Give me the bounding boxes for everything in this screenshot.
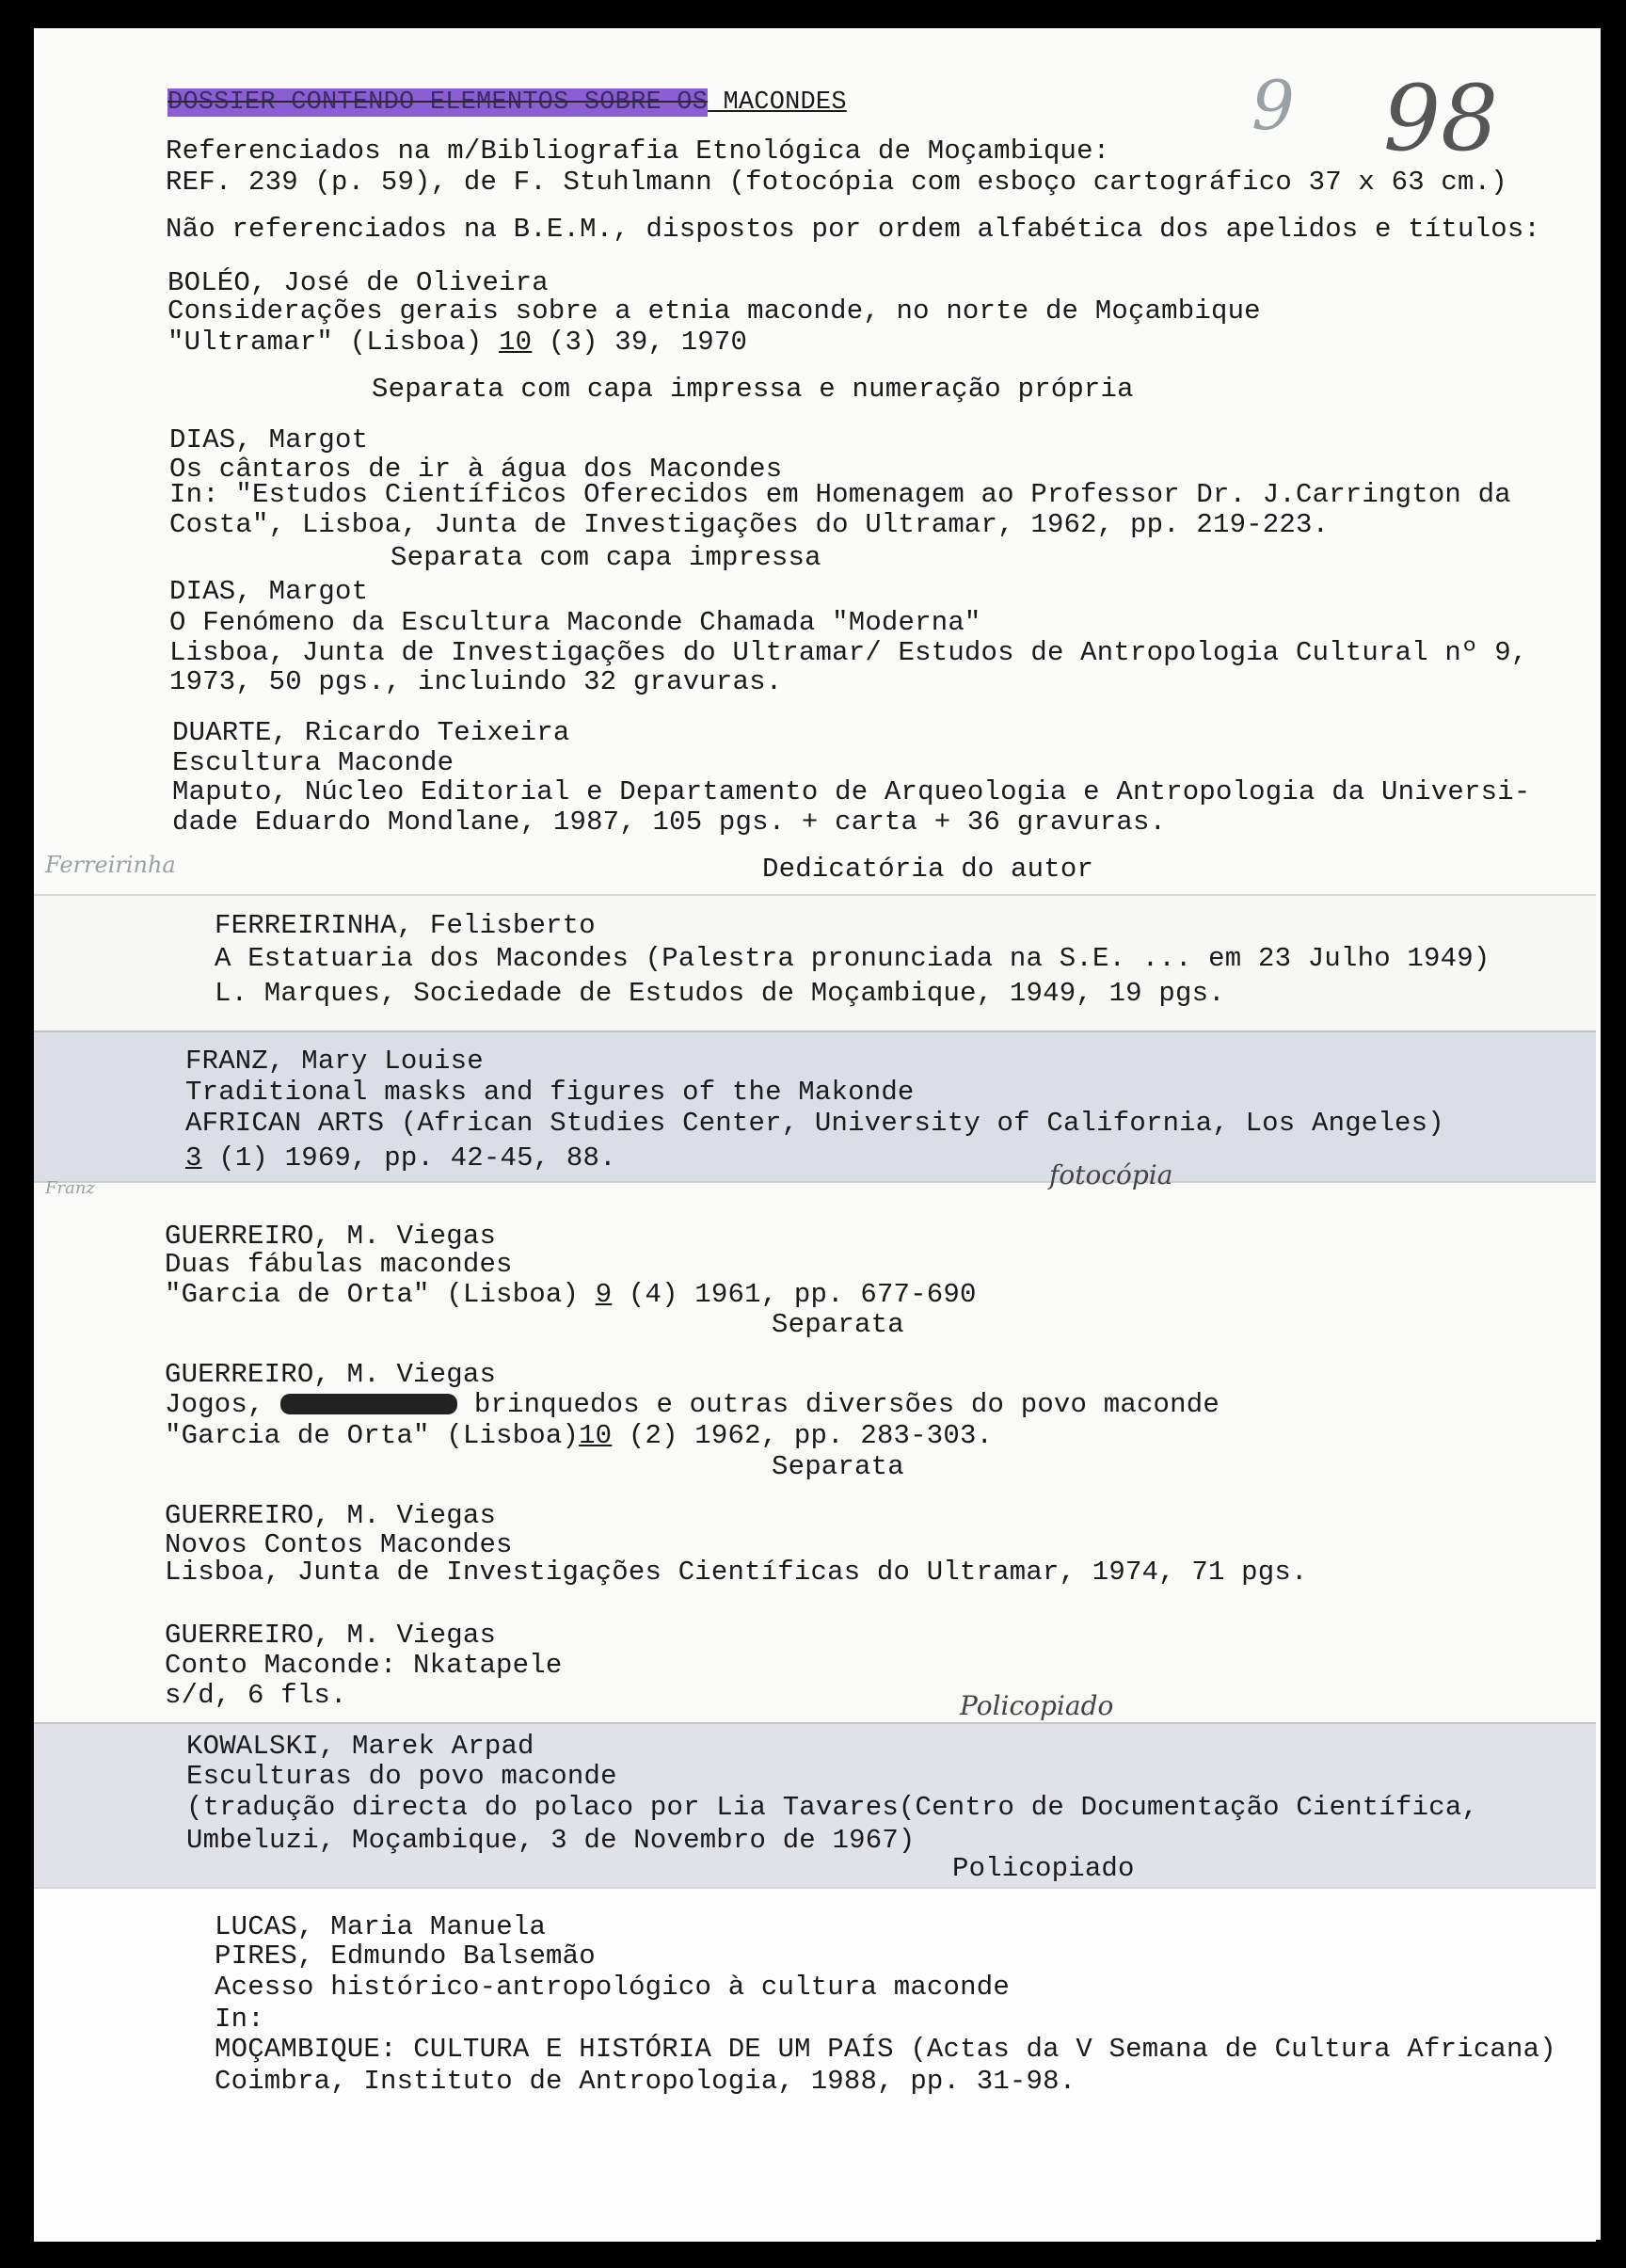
ref-line: REF. 239 (p. 59), de F. Stuhlmann (fotocópia com esboço cartográfico 37 x 63 cm.): [166, 167, 1507, 198]
entry-source: L. Marques, Sociedade de Estudos de Moçambique, 1949, 19 pgs.: [215, 978, 1225, 1009]
entry-author: GUERREIRO, M. Viegas: [165, 1359, 497, 1390]
entry-author: KOWALSKI, Marek Arpad: [186, 1731, 534, 1762]
entry-title: [165, 1390, 1220, 1420]
source-suffix: (1) 1969, pp. 42-45, 88.: [201, 1142, 616, 1174]
margin-note: Ferreirinha: [45, 852, 176, 878]
source-suffix: (3) 39, 1970: [532, 327, 748, 358]
entry-author: DIAS, Margot: [169, 424, 369, 455]
not-referenced-intro: Não referenciados na B.E.M., dispostos por ordem alfabética dos apelidos e títulos:: [166, 214, 1541, 245]
entry-author: GUERREIRO, M. Viegas: [165, 1221, 497, 1252]
entry-source: AFRICAN ARTS (African Studies Center, University of California, Los Angeles): [185, 1108, 1444, 1139]
entry-title: O Fenómeno da Escultura Maconde Chamada "Moderna": [169, 607, 981, 638]
entry-source: dade Eduardo Mondlane, 1987, 105 pgs. + carta + 36 gravuras.: [172, 807, 1167, 838]
entry-title: Acesso histórico-antropológico à cultura maconde: [215, 1972, 1010, 2003]
entry-author: BOLÉO, José de Oliveira: [167, 267, 549, 298]
source-suffix: (4) 1961, pp. 677-690: [612, 1279, 977, 1310]
entry-source: (tradução directa do polaco por Lia Tavares(Centro de Documentação Científica,: [186, 1792, 1479, 1823]
source-suffix: (2) 1962, pp. 283-303.: [612, 1420, 994, 1451]
entry-source: [165, 1280, 977, 1310]
handwritten-note: Policopiado: [960, 1690, 1114, 1721]
entry-author: GUERREIRO, M. Viegas: [165, 1500, 497, 1531]
page-number: 98: [1383, 66, 1499, 171]
entry-title: Os cântaros de ir à água dos Macondes: [169, 454, 783, 485]
entry-in-label: In:: [215, 2004, 264, 2035]
entry-source: [167, 327, 747, 358]
entry-source: 1973, 50 pgs., incluindo 32 gravuras.: [169, 666, 783, 697]
volume: 10: [579, 1420, 613, 1451]
entry-title: Novos Contos Macondes: [165, 1529, 513, 1560]
entry-note: Policopiado: [952, 1853, 1135, 1884]
entry-note: Separata: [772, 1309, 904, 1340]
volume: 9: [595, 1279, 613, 1310]
entry-source: MOÇAMBIQUE: CULTURA E HISTÓRIA DE UM PAÍS (Actas da V Semana de Cultura Africana): [215, 2034, 1556, 2065]
entry-source: [165, 1421, 993, 1451]
entry-note: Separata com capa impressa e numeração própria: [372, 374, 1134, 405]
entry-author: FERREIRINHA, Felisberto: [215, 910, 596, 941]
entry-author: LUCAS, Maria Manuela: [215, 1911, 547, 1942]
entry-source: Costa", Lisboa, Junta de Investigações do Ultramar, 1962, pp. 219-223.: [169, 509, 1330, 540]
entry-note: Separata: [772, 1451, 904, 1482]
entry-title: A Estatuaria dos Macondes (Palestra pronunciada na S.E. ... em 23 Julho 1949): [215, 943, 1490, 974]
entry-source: Coimbra, Instituto de Antropologia, 1988, pp. 31-98.: [215, 2066, 1076, 2097]
document-title: [167, 88, 847, 118]
entry-title: Esculturas do povo maconde: [186, 1761, 617, 1792]
title-suffix: brinquedos e outras diversões do povo maconde: [457, 1389, 1220, 1420]
margin-mark: 9: [1251, 66, 1295, 145]
volume: 3: [185, 1142, 202, 1174]
entry-title: Conto Maconde: Nkatapele: [165, 1650, 563, 1681]
margin-note: Franz: [45, 1178, 95, 1198]
redaction-mark: [280, 1394, 457, 1414]
entry-author: GUERREIRO, M. Viegas: [165, 1620, 497, 1651]
entry-source: Maputo, Núcleo Editorial e Departamento de Arqueologia e Antropologia da Universi-: [172, 776, 1531, 807]
entry-source: Lisboa, Junta de Investigações Científicas do Ultramar, 1974, 71 pgs.: [165, 1557, 1308, 1588]
entry-author: DIAS, Margot: [169, 576, 369, 607]
entry-source: [185, 1143, 616, 1174]
source-prefix: "Garcia de Orta" (Lisboa): [165, 1279, 596, 1310]
entry-author: DUARTE, Ricardo Teixeira: [172, 717, 570, 748]
entry-note: Separata com capa impressa: [391, 542, 821, 573]
handwritten-note: fotocópia: [1049, 1159, 1173, 1190]
title-rest: MACONDES: [708, 88, 847, 117]
entry-source: s/d, 6 fls.: [165, 1680, 347, 1711]
entry-title: Duas fábulas macondes: [165, 1249, 513, 1280]
entry-title: Considerações gerais sobre a etnia maconde, no norte de Moçambique: [167, 295, 1261, 327]
entry-author: FRANZ, Mary Louise: [185, 1046, 484, 1077]
entry-note: Dedicatória do autor: [762, 854, 1094, 885]
title-prefix: Jogos,: [165, 1389, 281, 1420]
entry-author: PIRES, Edmundo Balsemão: [215, 1941, 596, 1972]
entry-source: Umbeluzi, Moçambique, 3 de Novembro de 1967): [186, 1825, 916, 1856]
entry-source: Lisboa, Junta de Investigações do Ultramar/ Estudos de Antropologia Cultural nº 9,: [169, 637, 1528, 668]
entry-title: Traditional masks and figures of the Makonde: [185, 1077, 915, 1108]
title-struck-part: DOSSIER CONTENDO ELEMENTOS SOBRE OS: [167, 88, 709, 117]
volume: 10: [499, 327, 533, 358]
entry-source: In: "Estudos Científicos Oferecidos em Homenagem ao Professor Dr. J.Carrington da: [169, 479, 1511, 510]
source-prefix: "Ultramar" (Lisboa): [167, 327, 500, 358]
referenced-intro: Referenciados na m/Bibliografia Etnológica de Moçambique:: [166, 136, 1110, 167]
entry-title: Escultura Maconde: [172, 747, 454, 778]
source-prefix: "Garcia de Orta" (Lisboa): [165, 1420, 580, 1451]
